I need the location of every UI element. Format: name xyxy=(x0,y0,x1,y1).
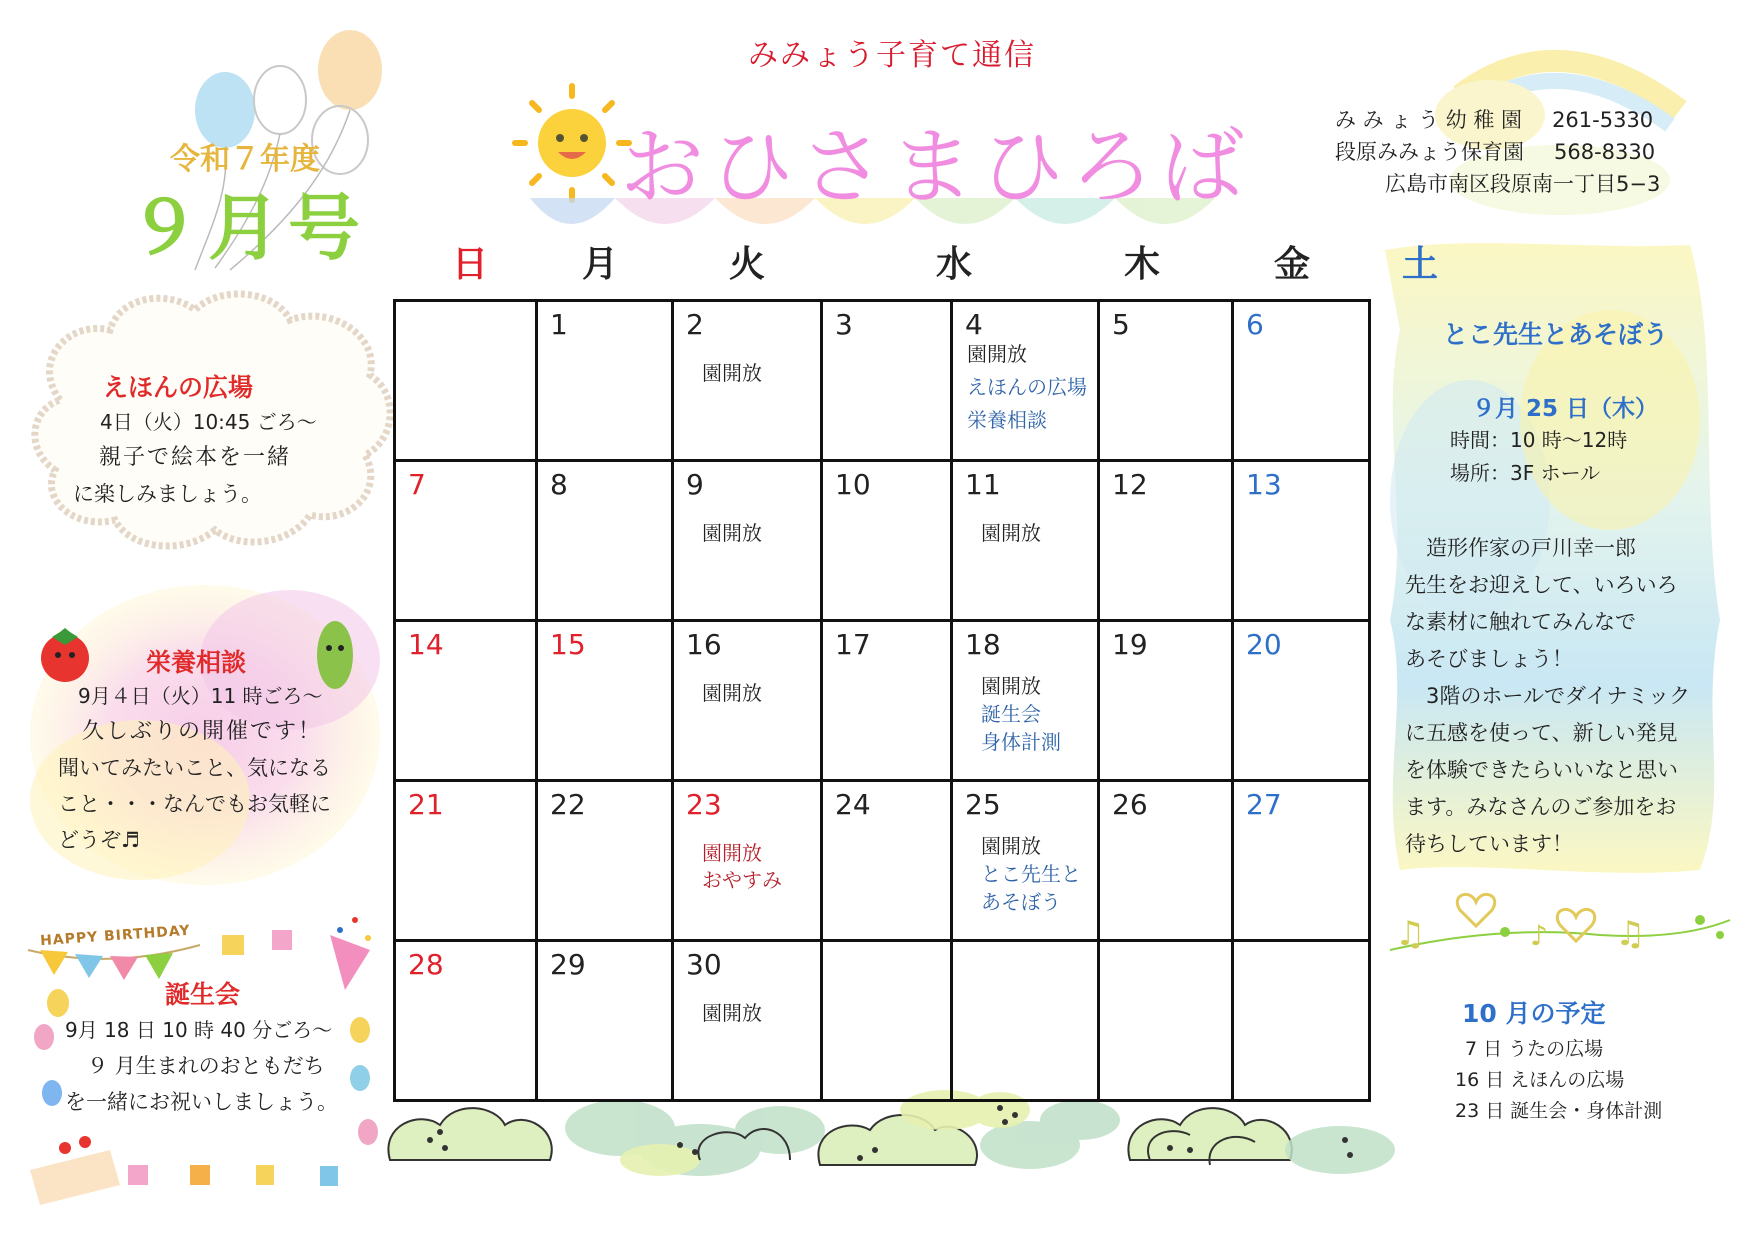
day-number: 22 xyxy=(550,788,586,821)
day-events xyxy=(981,832,1081,916)
eiyou-line1: 久しぶりの開催です！ xyxy=(82,719,323,744)
birthday-line2: を一緒にお祝いしましょう。 xyxy=(65,1090,338,1114)
event-label: 園開放 xyxy=(702,521,762,545)
day-number: 21 xyxy=(408,788,444,821)
toko-body-line: な素材に触れてみんなで xyxy=(1405,610,1636,634)
calendar-day-cell xyxy=(1099,781,1233,941)
day-number: 2 xyxy=(686,308,704,341)
day-number: 1 xyxy=(550,308,568,341)
day-number: 17 xyxy=(835,628,871,661)
day-events xyxy=(981,672,1061,756)
calendar-day-cell xyxy=(952,461,1099,621)
music-notes-decoration xyxy=(1390,894,1730,954)
calendar-day-cell xyxy=(537,301,673,461)
calendar-day-cell xyxy=(822,461,952,621)
day-number: 15 xyxy=(550,628,586,661)
day-number: 28 xyxy=(408,948,444,981)
weekday-tue: 火 xyxy=(728,244,765,285)
weekday-mon: 月 xyxy=(581,244,618,285)
nursery-name: 段原みみょう保育園 xyxy=(1335,140,1524,164)
calendar-body xyxy=(395,301,1370,1101)
day-number: 12 xyxy=(1112,468,1148,501)
calendar-day-cell xyxy=(673,781,822,941)
toko-details xyxy=(1450,424,1627,490)
day-number: 5 xyxy=(1112,308,1130,341)
calendar-day-cell xyxy=(673,621,822,781)
sun-illustration xyxy=(515,86,629,200)
day-number: 24 xyxy=(835,788,871,821)
ehon-date: 4日（火）10:45 ごろ～ xyxy=(100,410,317,434)
fiscal-year: 令和７年度 xyxy=(170,142,320,177)
weekday-sat: 土 xyxy=(1401,244,1438,285)
eiyou-date: 9月４日（火）11 時ごろ～ xyxy=(78,684,323,708)
day-events xyxy=(702,360,762,387)
toko-place: 場所：3F ホール xyxy=(1450,461,1601,485)
eiyou-line3: こと・・・なんでもお気軽に xyxy=(58,792,331,816)
event-label: 誕生会 xyxy=(981,702,1041,726)
calendar-day-cell xyxy=(822,621,952,781)
toko-body-line: を体験できたらいいなと思い xyxy=(1405,758,1678,782)
day-events xyxy=(702,1000,762,1027)
day-number: 26 xyxy=(1112,788,1148,821)
ehon-text xyxy=(73,404,357,512)
calendar-day-cell xyxy=(395,621,537,781)
calendar-day-cell xyxy=(822,781,952,941)
day-number: 13 xyxy=(1246,468,1282,501)
day-number: 18 xyxy=(965,628,1001,661)
calendar-day-cell xyxy=(1233,301,1370,461)
day-number: 9 xyxy=(686,468,704,501)
toko-body-line: 先生をお迎えして、いろいろ xyxy=(1405,573,1678,597)
day-number: 30 xyxy=(686,948,722,981)
birthday-text xyxy=(65,1012,375,1120)
birthday-title: 誕生会 xyxy=(165,980,241,1009)
newsletter-label: みみょう子育て通信 xyxy=(748,38,1036,73)
day-number: 19 xyxy=(1112,628,1148,661)
day-events xyxy=(967,338,1087,437)
calendar-week xyxy=(395,941,1370,1101)
calendar-day-cell xyxy=(952,301,1099,461)
day-number: 8 xyxy=(550,468,568,501)
calendar-table xyxy=(393,299,1371,1102)
page-title: おひさまひろば xyxy=(620,118,1251,216)
toko-body-line: あそびましょう！ xyxy=(1405,647,1573,671)
calendar-day-cell xyxy=(1233,621,1370,781)
weekday-sun: 日 xyxy=(451,244,488,285)
toko-body-line: ます。みなさんのご参加をお xyxy=(1405,795,1677,819)
issue-number: ９月号 xyxy=(128,186,369,270)
day-number: 14 xyxy=(408,628,444,661)
calendar-day-cell xyxy=(673,461,822,621)
day-number: 7 xyxy=(408,468,426,501)
day-number: 6 xyxy=(1246,308,1264,341)
calendar-day-cell xyxy=(537,941,673,1101)
ehon-line2: に楽しみましょう。 xyxy=(73,482,262,506)
day-number: 3 xyxy=(835,308,853,341)
calendar-day-cell xyxy=(537,621,673,781)
ehon-title: えほんの広場 xyxy=(103,373,254,402)
eiyou-line2: 聞いてみたいこと、気になる xyxy=(58,756,331,780)
address: 広島市南区段原南一丁目5−3 xyxy=(1385,172,1661,196)
ehon-line1: 親子で絵本を一緒 xyxy=(99,445,292,470)
calendar-day-cell xyxy=(537,781,673,941)
calendar-day-cell xyxy=(395,301,537,461)
toko-body-line: に五感を使って、新しい発見 xyxy=(1405,721,1678,745)
calendar-day-cell xyxy=(1233,461,1370,621)
day-events xyxy=(702,680,762,707)
calendar-day-cell xyxy=(1099,461,1233,621)
calendar-day-cell xyxy=(822,941,952,1101)
october-item: 7 日 うたの広場 xyxy=(1465,1038,1604,1060)
calendar-day-cell xyxy=(1099,941,1233,1101)
kindergarten-name: み み ょ う 幼 稚 園 xyxy=(1335,108,1523,132)
october-item: 16 日 えほんの広場 xyxy=(1455,1069,1625,1091)
toko-date: ９月 25 日（木） xyxy=(1472,396,1659,422)
calendar-day-cell xyxy=(1099,621,1233,781)
weekday-fri: 金 xyxy=(1273,244,1310,285)
toko-body xyxy=(1405,530,1725,863)
event-label: 園開放 xyxy=(702,1001,762,1025)
day-number: 20 xyxy=(1246,628,1282,661)
event-label: おやすみ xyxy=(702,868,782,892)
birthday-date: 9月 18 日 10 時 40 分ごろ～ xyxy=(65,1018,333,1042)
event-label: 園開放 xyxy=(981,521,1041,545)
contact-row xyxy=(1335,136,1660,168)
birthday-banner: HAPPY BIRTHDAY xyxy=(39,922,192,950)
calendar-day-cell xyxy=(952,941,1099,1101)
calendar-day-cell xyxy=(673,941,822,1101)
eiyou-line4: どうぞ♬ xyxy=(58,828,140,852)
contact-row xyxy=(1335,104,1660,136)
calendar-day-cell xyxy=(1099,301,1233,461)
nursery-phone: 568-8330 xyxy=(1554,140,1656,164)
event-label: 園開放 xyxy=(702,681,762,705)
weekday-thu: 木 xyxy=(1123,244,1160,285)
event-label: とこ先生と xyxy=(981,862,1081,886)
calendar-day-cell xyxy=(952,781,1099,941)
day-number: 23 xyxy=(686,788,722,821)
calendar-day-cell xyxy=(1233,781,1370,941)
october-title: 10 月の予定 xyxy=(1462,999,1606,1028)
kindergarten-phone: 261-5330 xyxy=(1552,108,1654,132)
toko-body-line: 待ちしています！ xyxy=(1405,832,1573,856)
calendar-day-cell xyxy=(395,941,537,1101)
bottom-bushes-decoration xyxy=(388,1090,1395,1176)
calendar-week xyxy=(395,301,1370,461)
event-label: あそぼう xyxy=(981,890,1061,914)
toko-body-line: 3階のホールでダイナミック xyxy=(1405,684,1691,708)
event-label: 栄養相談 xyxy=(967,408,1047,432)
event-label: 園開放 xyxy=(981,674,1041,698)
day-number: 16 xyxy=(686,628,722,661)
svg-text:♫: ♫ xyxy=(1615,914,1646,954)
calendar-week xyxy=(395,781,1370,941)
toko-time: 時間：10 時～12時 xyxy=(1450,428,1628,452)
calendar-day-cell xyxy=(395,781,537,941)
eiyou-text xyxy=(58,678,378,858)
calendar-day-cell xyxy=(822,301,952,461)
weekday-wed: 水 xyxy=(935,244,972,285)
event-label: 園開放 xyxy=(702,841,762,865)
event-label: 身体計測 xyxy=(981,730,1061,754)
day-number: 25 xyxy=(965,788,1001,821)
calendar-week xyxy=(395,461,1370,621)
calendar-day-cell xyxy=(673,301,822,461)
day-number: 11 xyxy=(965,468,1001,501)
calendar-day-cell xyxy=(952,621,1099,781)
day-events xyxy=(981,520,1041,547)
day-number: 4 xyxy=(965,308,983,341)
contact-info xyxy=(1335,104,1660,200)
calendar-day-cell xyxy=(395,461,537,621)
calendar-grid xyxy=(393,299,1368,1084)
event-label: えほんの広場 xyxy=(967,375,1087,399)
october-schedule xyxy=(1455,1034,1662,1127)
event-label: 園開放 xyxy=(981,834,1041,858)
svg-text:♪: ♪ xyxy=(1530,919,1548,952)
calendar-day-cell xyxy=(537,461,673,621)
event-label: 園開放 xyxy=(702,361,762,385)
svg-text:♫: ♫ xyxy=(1395,914,1426,954)
toko-body-line: 造形作家の戸川幸一郎 xyxy=(1405,536,1636,560)
toko-title: とこ先生とあそぼう xyxy=(1443,320,1669,349)
calendar-day-cell xyxy=(1233,941,1370,1101)
day-number: 10 xyxy=(835,468,871,501)
calendar-week xyxy=(395,621,1370,781)
birthday-line1: ９ 月生まれのおともだち xyxy=(87,1054,325,1078)
day-events xyxy=(702,520,762,547)
event-label: 園開放 xyxy=(967,342,1027,366)
october-item: 23 日 誕生会・身体計測 xyxy=(1455,1100,1663,1122)
eiyou-title: 栄養相談 xyxy=(146,648,247,677)
day-events xyxy=(702,840,782,894)
day-number: 29 xyxy=(550,948,586,981)
day-number: 27 xyxy=(1246,788,1282,821)
